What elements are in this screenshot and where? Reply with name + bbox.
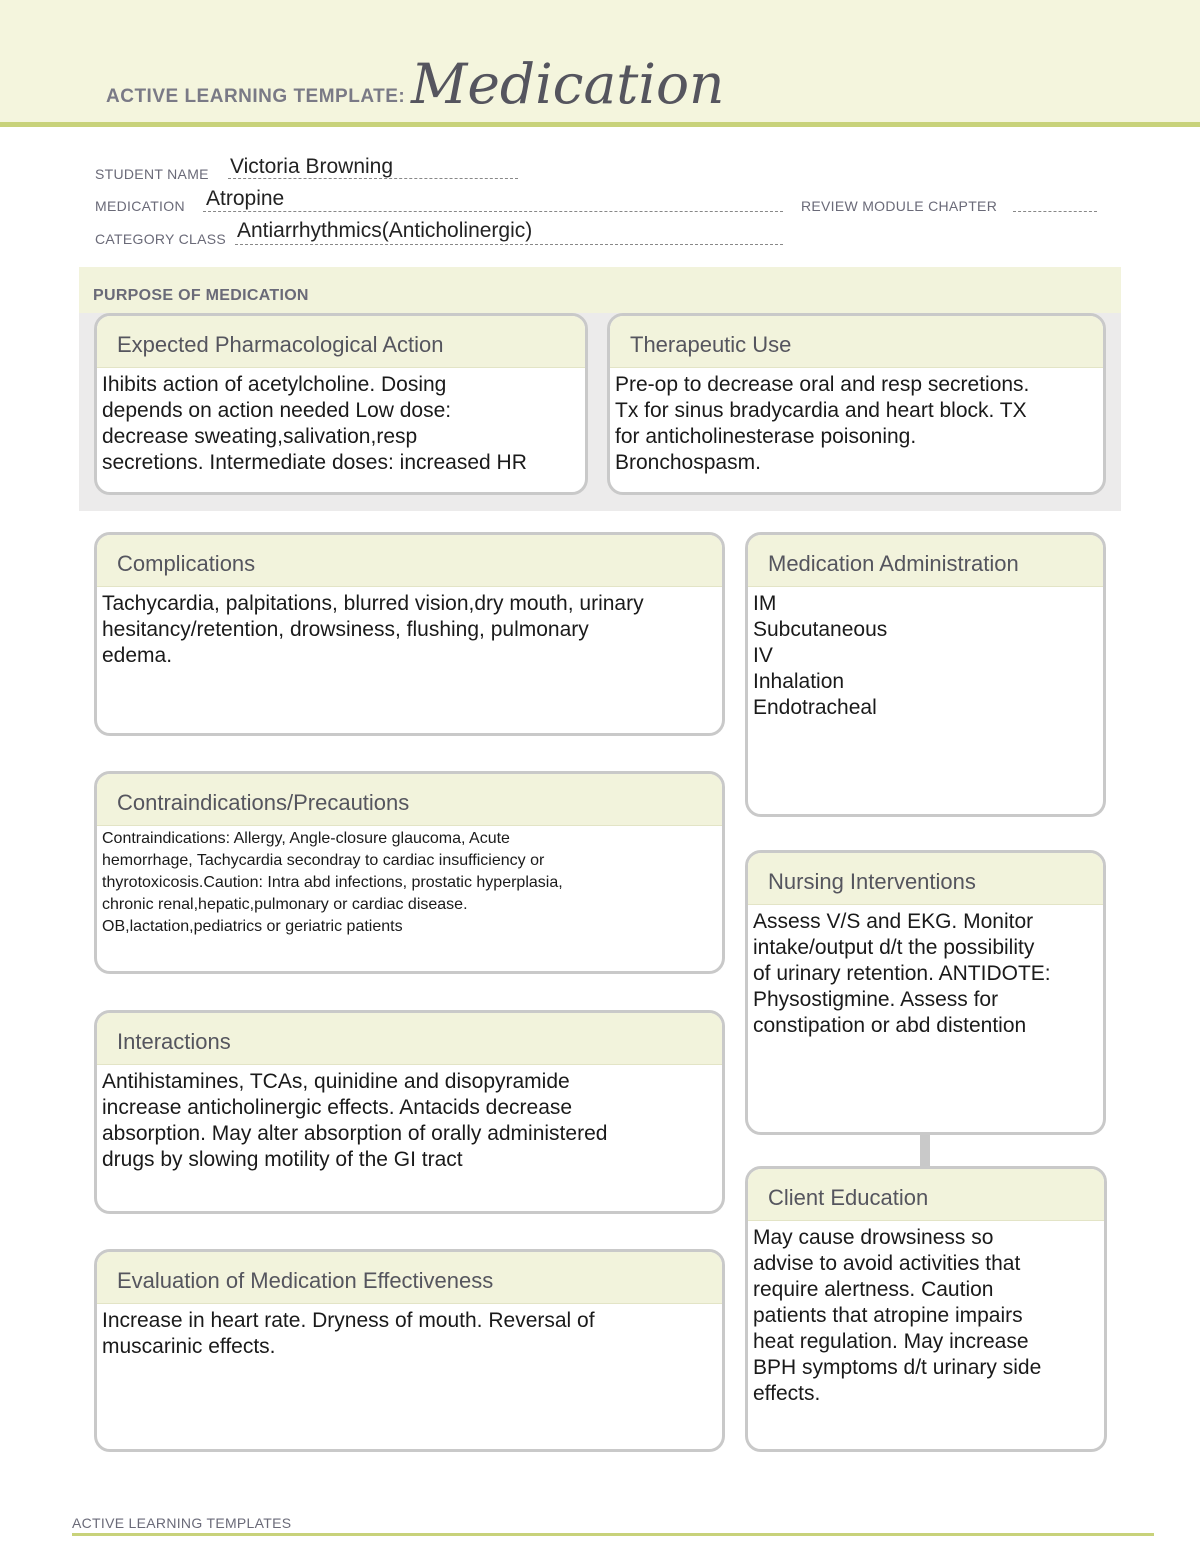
therapeutic-use-text[interactable]: Pre-op to decrease oral and resp secretions. Tx for sinus bradycardia and heart block. TX for anticholinesterase poisoning. Bronchospasm. — [615, 373, 1030, 474]
evaluation-title: Evaluation of Medication Effectiveness — [97, 1252, 722, 1304]
header-divider — [0, 122, 1200, 127]
contraindications-box — [94, 771, 725, 974]
box-connector — [920, 1133, 930, 1167]
client-education-text[interactable]: May cause drowsiness so advise to avoid activities that require alertness. Caution patients that atropine impairs heat regulation. May increase BPH symptoms d/t urinary side effects. — [753, 1226, 1042, 1405]
client-education-title: Client Education — [748, 1169, 1104, 1221]
interactions-text[interactable]: Antihistamines, TCAs, quinidine and disopyramide increase anticholinergic effects. Antacids decrease absorption. May alter absorption of orally administered drugs by slowing motility of the GI tract — [102, 1070, 608, 1171]
expected-action-title: Expected Pharmacological Action — [97, 316, 585, 368]
client-education-box — [745, 1166, 1107, 1452]
nursing-text[interactable]: Assess V/S and EKG. Monitor intake/output d/t the possibility of urinary retention. ANTIDOTE: Physostigmine. Assess for constipation or abd distention — [753, 910, 1051, 1037]
contraindications-title: Contraindications/Precautions — [97, 774, 722, 826]
medication-field[interactable]: Atropine — [206, 187, 285, 210]
administration-title: Medication Administration — [748, 535, 1103, 587]
administration-text[interactable]: IM Subcutaneous IV Inhalation Endotracheal — [753, 592, 888, 719]
therapeutic-use-title: Therapeutic Use — [610, 316, 1103, 368]
nursing-title: Nursing Interventions — [748, 853, 1103, 905]
interactions-title: Interactions — [97, 1013, 722, 1065]
therapeutic-use-box — [607, 313, 1106, 495]
student-name-label: STUDENT NAME — [95, 166, 209, 182]
purpose-label: PURPOSE OF MEDICATION — [93, 287, 309, 304]
complications-title: Complications — [97, 535, 722, 587]
evaluation-text[interactable]: Increase in heart rate. Dryness of mouth. Reversal of muscarinic effects. — [102, 1309, 595, 1358]
student-name-field[interactable]: Victoria Browning — [230, 155, 394, 178]
complications-box — [94, 532, 725, 736]
interactions-box — [94, 1010, 725, 1214]
template-label: ACTIVE LEARNING TEMPLATE: — [106, 86, 406, 107]
category-class-field[interactable]: Antiarrhythmics(Anticholinergic) — [237, 219, 533, 242]
expected-action-box — [94, 313, 588, 495]
page-title: Medication — [411, 52, 725, 116]
nursing-box — [745, 850, 1106, 1135]
expected-action-text[interactable]: Ihibits action of acetylcholine. Dosing depends on action needed Low dose: decrease sweating,salivation,resp secretions. Intermediate doses: increased HR — [102, 373, 527, 474]
medication-underline — [203, 211, 783, 212]
category-class-underline — [235, 244, 783, 245]
complications-text[interactable]: Tachycardia, palpitations, blurred vision,dry mouth, urinary hesitancy/retention, drowsiness, flushing, pulmonary edema. — [102, 592, 644, 667]
evaluation-box — [94, 1249, 725, 1452]
footer-label: ACTIVE LEARNING TEMPLATES — [72, 1515, 292, 1531]
administration-box — [745, 532, 1106, 817]
medication-label: MEDICATION — [95, 198, 185, 214]
contraindications-text[interactable]: Contraindications: Allergy, Angle-closure glaucoma, Acute hemorrhage, Tachycardia secondray to cardiac insufficiency or thyrotoxicosis.Caution: Intra abd infections, prostatic hyperplasia, chronic renal,hepatic,pulmonary or cardiac disease. OB,lactation,pediatrics or geriatric patients — [102, 830, 563, 935]
category-class-label: CATEGORY CLASS — [95, 231, 227, 247]
review-module-underline — [1013, 211, 1097, 212]
footer-divider — [72, 1533, 1154, 1536]
review-module-label: REVIEW MODULE CHAPTER — [801, 198, 998, 214]
